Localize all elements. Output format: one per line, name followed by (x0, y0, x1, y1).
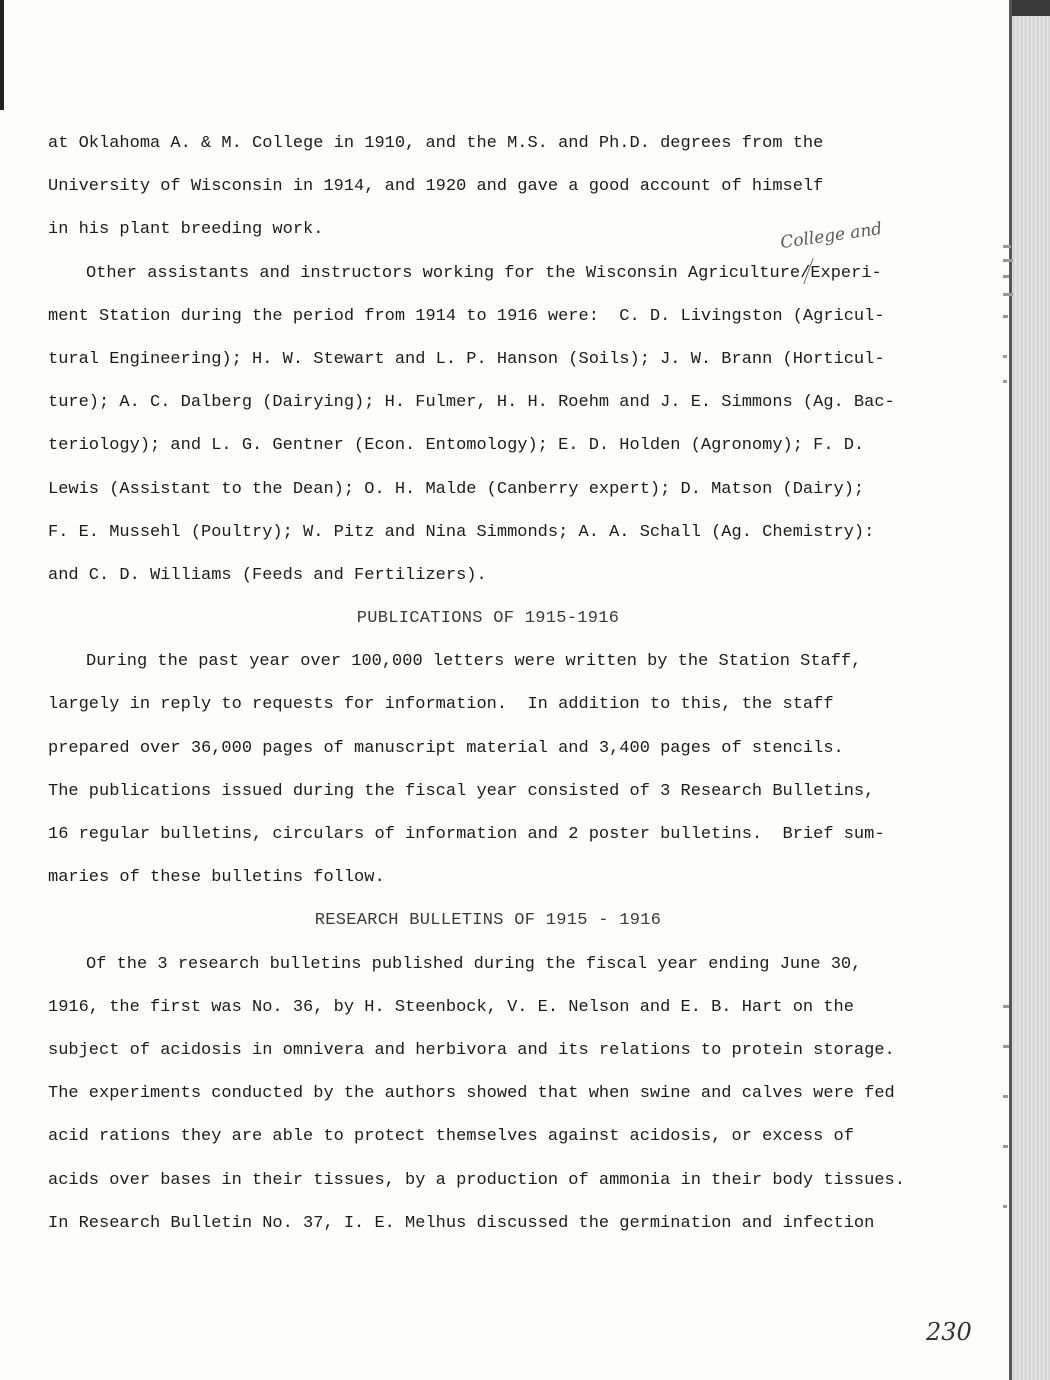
handwritten-insertion: College and (779, 218, 884, 254)
margin-mark (1003, 380, 1007, 383)
margin-mark (1003, 1205, 1007, 1208)
text-line: 16 regular bulletins, circulars of information and 2 poster bulletins. Brief sum- (48, 825, 885, 844)
text-line: subject of acidosis in omnivera and herbivora and its relations to protein storage. (48, 1040, 895, 1060)
text-line: maries of these bulletins follow. (48, 868, 385, 888)
scan-edge-shadow (0, 0, 4, 110)
text-line: largely in reply to requests for information. In addition to this, the staff (48, 695, 834, 715)
text-line: University of Wisconsin in 1914, and 1920 and gave a good account of himself (48, 177, 824, 197)
text-line: ture); A. C. Dalberg (Dairying); H. Fulmer, H. H. Roehm and J. E. Simmons (Ag. Bac- (48, 393, 895, 413)
text-line: at Oklahoma A. & M. College in 1910, and the M.S. and Ph.D. degrees from the (48, 134, 824, 153)
text-line: In Research Bulletin No. 37, I. E. Melhus discussed the germination and infection (48, 1213, 875, 1233)
margin-mark (1003, 1005, 1009, 1008)
body-text (48, 122, 928, 1245)
margin-mark (1003, 293, 1013, 296)
section-heading-publications: PUBLICATIONS OF 1915-1916 (356, 609, 620, 629)
margin-mark (1003, 315, 1008, 318)
text-line: acid rations they are able to protect themselves against acidosis, or excess of (48, 1127, 854, 1147)
text-line: and C. D. Williams (Feeds and Fertilizers). (48, 565, 487, 585)
text-line: The experiments conducted by the authors showed that when swine and calves were fed (48, 1084, 895, 1104)
book-edge-corner (1012, 0, 1050, 16)
text-line: teriology); and L. G. Gentner (Econ. Entomology); E. D. Holden (Agronomy); F. D. (48, 436, 865, 456)
margin-mark (1003, 355, 1007, 358)
margin-mark (1003, 275, 1009, 278)
text-line: ment Station during the period from 1914 to 1916 were: C. D. Livingston (Agricul- (48, 306, 885, 326)
text-line: in his plant breeding work. (48, 220, 324, 240)
text-line: acids over bases in their tissues, by a production of ammonia in their body tissues. (48, 1170, 905, 1190)
margin-mark (1003, 1045, 1009, 1048)
text-line: The publications issued during the fiscal year consisted of 3 Research Bulletins, (48, 781, 875, 801)
text-line: Other assistants and instructors working for the Wisconsin Agriculture/Experi- (86, 263, 882, 283)
margin-mark (1003, 259, 1013, 262)
section-heading-research-bulletins: RESEARCH BULLETINS OF 1915 - 1916 (314, 911, 662, 931)
page-number: 230 (926, 1318, 972, 1346)
margin-mark (1003, 1095, 1008, 1098)
text-line: F. E. Mussehl (Poultry); W. Pitz and Nina Simmonds; A. A. Schall (Ag. Chemistry): (48, 522, 875, 542)
text-line: Of the 3 research bulletins published during the fiscal year ending June 30, (86, 954, 862, 974)
margin-mark (1003, 245, 1011, 248)
text-line: prepared over 36,000 pages of manuscript material and 3,400 pages of stencils. (48, 738, 844, 758)
text-line: Lewis (Assistant to the Dean); O. H. Malde (Canberry expert); D. Matson (Dairy); (48, 479, 865, 499)
text-line: tural Engineering); H. W. Stewart and L. P. Hanson (Soils); J. W. Brann (Horticul- (48, 349, 885, 369)
text-line: During the past year over 100,000 letters were written by the Station Staff, (86, 652, 862, 672)
margin-marks (1003, 245, 1017, 1295)
text-line: 1916, the first was No. 36, by H. Steenbock, V. E. Nelson and E. B. Hart on the (48, 997, 854, 1017)
margin-mark (1003, 1145, 1008, 1148)
